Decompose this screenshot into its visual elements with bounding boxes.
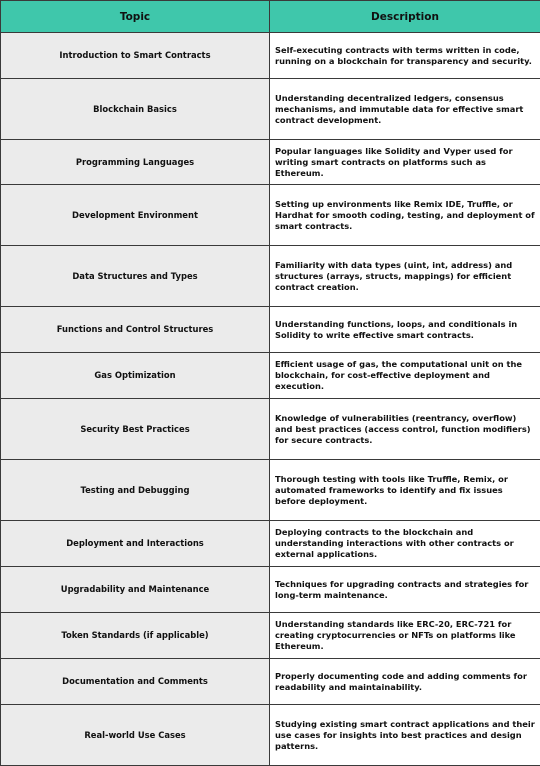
topic-cell: Introduction to Smart Contracts [1,33,270,79]
table-row [1,307,540,353]
table-row [1,399,540,460]
table-row [1,185,540,246]
table-row [1,567,540,613]
topic-cell: Blockchain Basics [1,79,270,140]
topic-cell: Deployment and Interactions [1,521,270,567]
table-row [1,140,540,185]
topic-cell: Programming Languages [1,140,270,185]
description-cell: Thorough testing with tools like Truffle, Remix, or automated frameworks to identify and fix issues before deployment. [270,460,540,521]
topic-cell: Real-world Use Cases [1,705,270,766]
description-cell: Studying existing smart contract applications and their use cases for insights into best practices and design patterns. [270,705,540,766]
table-row [1,705,540,766]
topic-cell: Upgradability and Maintenance [1,567,270,613]
description-cell: Efficient usage of gas, the computational unit on the blockchain, for cost-effective deployment and execution. [270,353,540,399]
topic-cell: Development Environment [1,185,270,246]
description-cell: Self-executing contracts with terms written in code, running on a blockchain for transparency and security. [270,33,540,79]
topic-cell: Gas Optimization [1,353,270,399]
description-cell: Understanding standards like ERC-20, ERC-721 for creating cryptocurrencies or NFTs on platforms like Ethereum. [270,613,540,659]
table-row [1,246,540,307]
topic-cell: Documentation and Comments [1,659,270,705]
description-cell: Properly documenting code and adding comments for readability and maintainability. [270,659,540,705]
header-topic: Topic [1,1,270,33]
table-row [1,79,540,140]
table-row [1,659,540,705]
description-cell: Popular languages like Solidity and Vyper used for writing smart contracts on platforms such as Ethereum. [270,140,540,185]
header-description: Description [270,1,540,33]
description-cell: Knowledge of vulnerabilities (reentrancy, overflow) and best practices (access control, function modifiers) for secure contracts. [270,399,540,460]
topic-cell: Data Structures and Types [1,246,270,307]
description-cell: Understanding decentralized ledgers, consensus mechanisms, and immutable data for effective smart contract development. [270,79,540,140]
topic-cell: Functions and Control Structures [1,307,270,353]
table-row [1,613,540,659]
description-cell: Deploying contracts to the blockchain and understanding interactions with other contracts or external applications. [270,521,540,567]
table-row [1,521,540,567]
topic-cell: Testing and Debugging [1,460,270,521]
topic-cell: Security Best Practices [1,399,270,460]
description-cell: Techniques for upgrading contracts and strategies for long-term maintenance. [270,567,540,613]
header-row [1,1,540,33]
topic-cell: Token Standards (if applicable) [1,613,270,659]
description-cell: Familiarity with data types (uint, int, address) and structures (arrays, structs, mappings) for efficient contract creation. [270,246,540,307]
description-cell: Setting up environments like Remix IDE, Truffle, or Hardhat for smooth coding, testing, and deployment of smart contracts. [270,185,540,246]
table-row [1,460,540,521]
table-row [1,353,540,399]
description-cell: Understanding functions, loops, and conditionals in Solidity to write effective smart contracts. [270,307,540,353]
table-row [1,33,540,79]
